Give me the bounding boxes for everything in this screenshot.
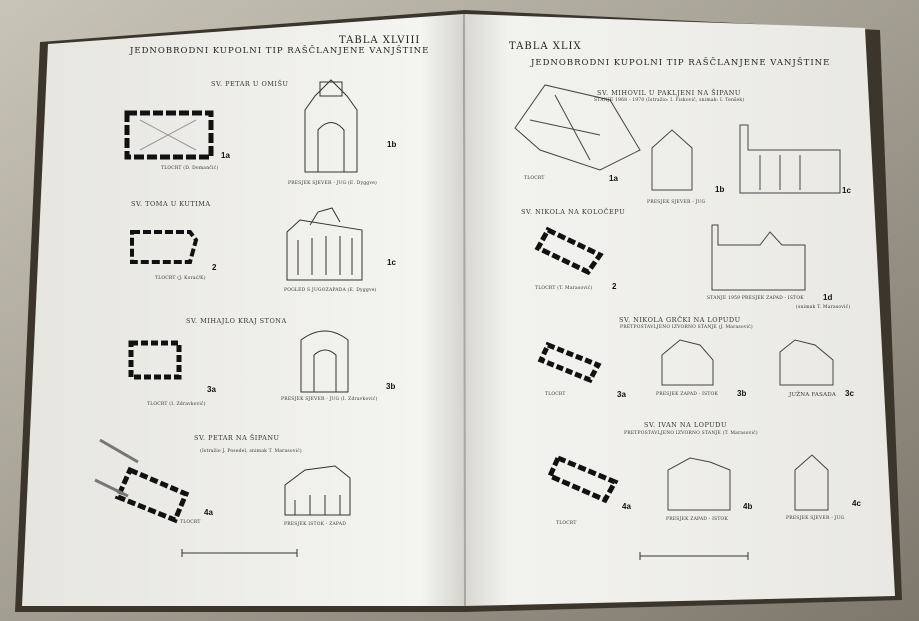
site-name: SV. IVAN NA LOPUDU [644, 421, 727, 429]
left-heading: JEDNOBRODNI KUPOLNI TIP RAŠČLANJENE VANJŠTINE [130, 46, 430, 56]
plan-caption: TLOCRT (I. Zdravković) [147, 402, 206, 407]
left-page [22, 14, 465, 606]
site-note: STANJE 1968 - 1970 (Istražio: I. Fisković, snimak: I. Tenšek) [594, 98, 745, 103]
elevation-caption: POGLED S JUGOZAPADA (E. Dyggve) [284, 288, 377, 293]
site-name: SV. PETAR U OMIŠU [211, 80, 289, 88]
right-heading: JEDNOBRODNI KUPOLNI TIP RAŠČLANJENE VANJŠTINE [531, 58, 831, 68]
plan-caption: TLOCRT (T. Marasović) [535, 286, 593, 291]
figure-label: 4c [852, 499, 861, 508]
site-name: SV. PETAR NA ŠIPANU [194, 434, 280, 442]
figure-label: 1a [221, 151, 230, 160]
plan-caption: TLOCRT [524, 176, 545, 181]
plan-caption: TLOCRT [545, 392, 566, 397]
elevation-caption: PRESJEK ZAPAD - ISTOK [656, 392, 719, 397]
plan-caption: TLOCRT (D. Domančić) [161, 166, 219, 171]
figure-label: 3b [737, 389, 747, 398]
figure-label: 2 [212, 263, 217, 272]
figure-label: 3c [845, 389, 854, 398]
book-gutter [464, 14, 465, 606]
elevation-caption: PRESJEK ISTOK - ZAPAD [284, 522, 347, 527]
plan-caption: TLOCRT (J. Korać/K) [155, 276, 206, 281]
figure-label: 4a [622, 502, 631, 511]
figure-label: 1b [387, 140, 397, 149]
figure-label: 1b [715, 185, 725, 194]
figure-label: 3a [617, 390, 626, 399]
figure-label: 1c [842, 186, 851, 195]
site-name: SV. NIKOLA NA KOLOČEPU [521, 208, 626, 216]
site-name: SV. TOMA U KUTIMA [131, 200, 211, 208]
right-table-number: TABLA XLIX [509, 41, 582, 52]
site-name: SV. NIKOLA GRČKI NA LOPUDU [619, 316, 741, 324]
plan-caption: TLOCRT [180, 520, 201, 525]
site-note: PRETPOSTAVLJENO IZVORNO STANJE (T. Marasović) [624, 431, 758, 436]
figure-label: 1c [387, 258, 396, 267]
elevation-caption: PRESJEK SJEVER - JUG [647, 200, 706, 205]
plan-caption: TLOCRT [556, 521, 577, 526]
site-note: PRETPOSTAVLJENO IZVORNO STANJE (J. Marasović) [620, 325, 753, 330]
elevation-caption: PRESJEK SJEVER - JUG (E. Dyggve) [288, 181, 377, 186]
figure-label: 1d [823, 293, 833, 302]
elevation-caption: PRESJEK SJEVER - JUG [786, 516, 845, 521]
site-name: SV. MIHAJLO KRAJ STONA [186, 317, 287, 325]
figure-label: 4b [743, 502, 753, 511]
figure-label: 3b [386, 382, 396, 391]
elevation-caption: PRESJEK SJEVER - JUG (I. Zdravković) [281, 397, 378, 402]
elevation-caption: JUŽNA FASADA [789, 392, 837, 398]
elevation-caption: STANJE 1959 PRESJEK ZAPAD - ISTOK [707, 296, 804, 301]
elevation-note: (snimak T. Marasović) [796, 305, 851, 310]
elevation-caption: PRESJEK ZAPAD - ISTOK [666, 517, 729, 522]
site-note: (Istražio J. Posedel, snimak T. Marasović) [200, 449, 302, 454]
figure-label: 2 [612, 282, 617, 291]
site-name: SV. MIHOVIL U PAKLJENI NA ŠIPANU [597, 89, 741, 97]
figure-label: 1a [609, 174, 618, 183]
figure-label: 4a [204, 508, 213, 517]
figure-label: 3a [207, 385, 216, 394]
left-table-number: TABLA XLVIII [339, 35, 421, 46]
